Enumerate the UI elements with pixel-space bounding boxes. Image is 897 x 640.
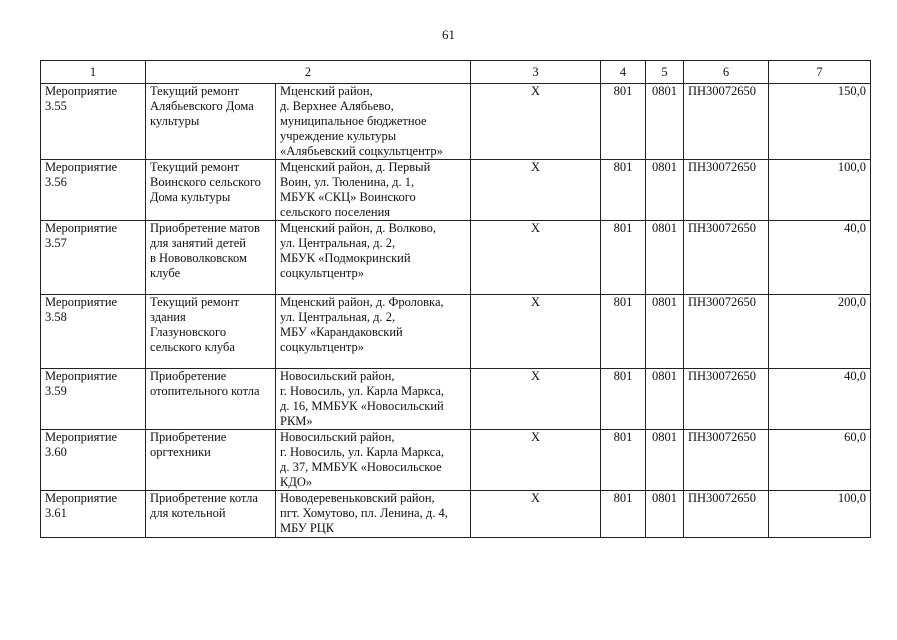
col4-cell: 801 xyxy=(601,369,646,430)
col6-cell: ПН30072650 xyxy=(684,84,769,160)
address-cell: Новосильский район, г. Новосиль, ул. Карла Маркса, д. 16, ММБУК «Новосильский РКМ» xyxy=(276,369,471,430)
col4-cell: 801 xyxy=(601,84,646,160)
event-name-cell: Мероприятие 3.61 xyxy=(41,491,146,538)
address-cell: Мценский район, д. Волково, ул. Центральная, д. 2, МБУК «Подмокринский соцкультцентр» xyxy=(276,221,471,295)
table-row xyxy=(41,430,871,491)
col3-cell: Х xyxy=(471,84,601,160)
col5-cell: 0801 xyxy=(646,369,684,430)
col6-cell: ПН30072650 xyxy=(684,160,769,221)
col6-cell: ПН30072650 xyxy=(684,295,769,369)
header-cell-4: 4 xyxy=(601,61,646,84)
col3-cell: Х xyxy=(471,369,601,430)
amount-cell: 100,0 xyxy=(769,160,871,221)
col3-cell: Х xyxy=(471,295,601,369)
event-name-cell: Мероприятие 3.55 xyxy=(41,84,146,160)
amount-cell: 40,0 xyxy=(769,221,871,295)
table-row xyxy=(41,160,871,221)
amount-cell: 100,0 xyxy=(769,491,871,538)
header-cell-5: 5 xyxy=(646,61,684,84)
col3-cell: Х xyxy=(471,430,601,491)
description-cell: Приобретение оргтехники xyxy=(146,430,276,491)
event-name-cell: Мероприятие 3.57 xyxy=(41,221,146,295)
page-number: 61 xyxy=(442,27,455,42)
table-row xyxy=(41,221,871,295)
header-cell-7: 7 xyxy=(769,61,871,84)
amount-cell: 40,0 xyxy=(769,369,871,430)
col5-cell: 0801 xyxy=(646,491,684,538)
address-cell: Мценский район, д. Первый Воин, ул. Тюленина, д. 1, МБУК «СКЦ» Воинского сельского поселения xyxy=(276,160,471,221)
col4-cell: 801 xyxy=(601,221,646,295)
description-cell: Текущий ремонт Воинского сельского Дома культуры xyxy=(146,160,276,221)
budget-table xyxy=(40,60,871,538)
col3-cell: Х xyxy=(471,491,601,538)
header-cell-3: 3 xyxy=(471,61,601,84)
address-cell: Мценский район, д. Верхнее Алябьево, муниципальное бюджетное учреждение культуры «Алябьевский соцкультцентр» xyxy=(276,84,471,160)
event-name-cell: Мероприятие 3.60 xyxy=(41,430,146,491)
amount-cell: 150,0 xyxy=(769,84,871,160)
col4-cell: 801 xyxy=(601,491,646,538)
description-cell: Приобретение отопительного котла xyxy=(146,369,276,430)
header-cell-1: 1 xyxy=(41,61,146,84)
col6-cell: ПН30072650 xyxy=(684,221,769,295)
amount-cell: 200,0 xyxy=(769,295,871,369)
table-header-row xyxy=(41,61,871,84)
description-cell: Приобретение котла для котельной xyxy=(146,491,276,538)
description-cell: Приобретение матов для занятий детей в Нововолковском клубе xyxy=(146,221,276,295)
header-cell-6: 6 xyxy=(684,61,769,84)
table-row xyxy=(41,369,871,430)
col6-cell: ПН30072650 xyxy=(684,491,769,538)
col5-cell: 0801 xyxy=(646,84,684,160)
address-cell: Новосильский район, г. Новосиль, ул. Карла Маркса, д. 37, ММБУК «Новосильское КДО» xyxy=(276,430,471,491)
col5-cell: 0801 xyxy=(646,160,684,221)
col3-cell: Х xyxy=(471,221,601,295)
address-cell: Новодеревеньковский район, пгт. Хомутово, пл. Ленина, д. 4, МБУ РЦК xyxy=(276,491,471,538)
col4-cell: 801 xyxy=(601,295,646,369)
header-cell-2: 2 xyxy=(146,61,471,84)
col3-cell: Х xyxy=(471,160,601,221)
address-cell: Мценский район, д. Фроловка, ул. Центральная, д. 2, МБУ «Карандаковский соцкультцентр» xyxy=(276,295,471,369)
description-cell: Текущий ремонт здания Глазуновского сельского клуба xyxy=(146,295,276,369)
table-row xyxy=(41,491,871,538)
col5-cell: 0801 xyxy=(646,221,684,295)
table-row xyxy=(41,295,871,369)
col4-cell: 801 xyxy=(601,160,646,221)
event-name-cell: Мероприятие 3.56 xyxy=(41,160,146,221)
col5-cell: 0801 xyxy=(646,430,684,491)
amount-cell: 60,0 xyxy=(769,430,871,491)
table-row xyxy=(41,84,871,160)
event-name-cell: Мероприятие 3.58 xyxy=(41,295,146,369)
event-name-cell: Мероприятие 3.59 xyxy=(41,369,146,430)
description-cell: Текущий ремонт Алябьевского Дома культуры xyxy=(146,84,276,160)
col6-cell: ПН30072650 xyxy=(684,430,769,491)
col6-cell: ПН30072650 xyxy=(684,369,769,430)
col4-cell: 801 xyxy=(601,430,646,491)
col5-cell: 0801 xyxy=(646,295,684,369)
